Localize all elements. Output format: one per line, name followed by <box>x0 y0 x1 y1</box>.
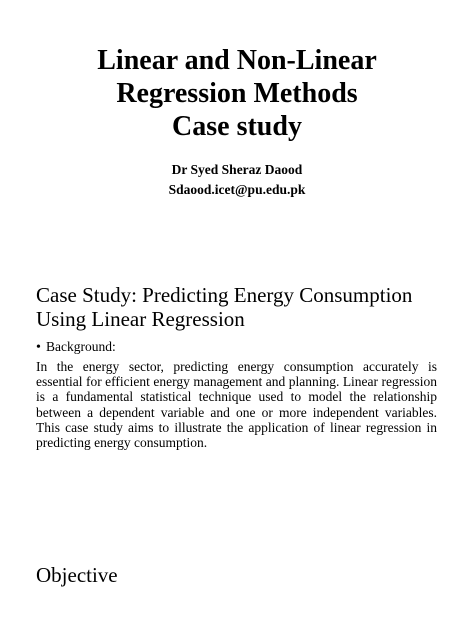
section-heading-line-2: Using Linear Regression <box>36 307 245 331</box>
author-email: Sdaood.icet@pu.edu.pk <box>168 182 306 197</box>
section-heading <box>36 283 446 331</box>
author-name: Dr Syed Sheraz Daood <box>171 162 303 177</box>
document-title <box>0 44 474 143</box>
background-paragraph: In the energy sector, predicting energy consumption accurately is essential for efficient energy management and planning. Linear regression is a fundamental statistical technique used to model the relationship between a dependent variable and one or more independent variables. This case study aims to illustrate the application of linear regression in predicting energy consumption. <box>36 359 437 451</box>
bullet-dot-icon: • <box>36 340 41 355</box>
title-line-1: Linear and Non-Linear <box>97 45 377 76</box>
objective-heading: Objective <box>36 563 118 587</box>
bullet-item <box>36 338 436 357</box>
section-heading-line-1: Case Study: Predicting Energy Consumption <box>36 283 413 307</box>
title-line-3: Case study <box>172 111 302 142</box>
bullet-label: Background: <box>46 339 116 354</box>
title-line-2: Regression Methods <box>116 78 358 109</box>
